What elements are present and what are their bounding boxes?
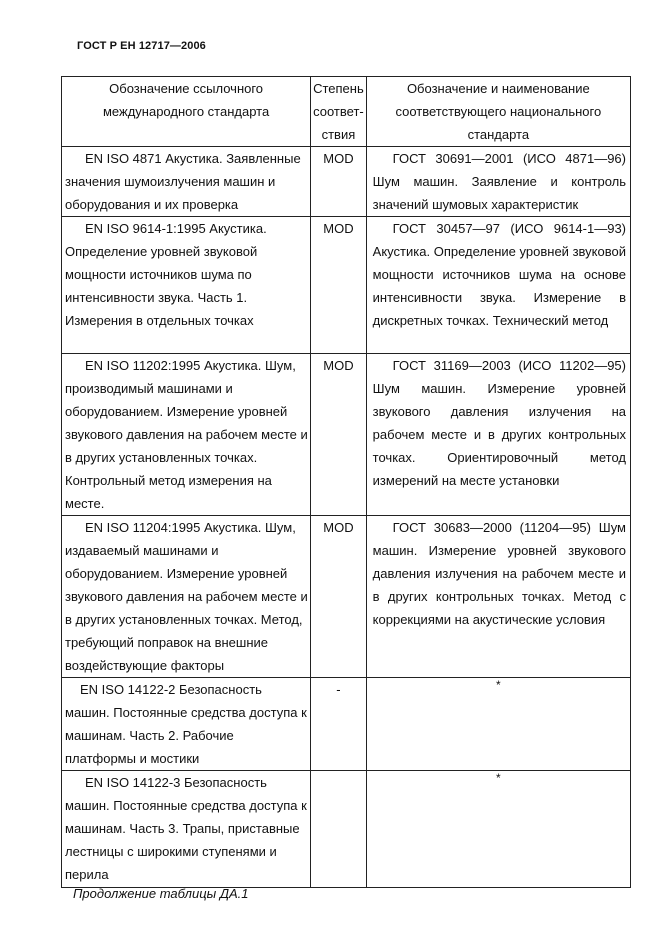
intl-standard-cell: EN ISO 9614-1:1995 Акустика. Определение уровней звуковой мощности источников шума по интенсивности звука. Часть 1. Измерения в отдельных точках xyxy=(62,217,311,354)
intl-standard-cell: EN ISO 11204:1995 Акустика. Шум, издаваемый машинами и оборудованием. Измерение уровней звукового давления на рабочем месте и в других установленных точках. Метод, требующий поправок на внешние воздействующие факторы xyxy=(62,516,311,678)
degree-cell: MOD xyxy=(311,354,366,516)
degree-cell: MOD xyxy=(311,516,366,678)
national-standard-cell: * xyxy=(366,771,630,888)
national-standard-cell: ГОСТ 30683—2000 (11204—95) Шум машин. Измерение уровней звукового давления излучения на рабочем месте и в других контрольных точках. Метод с коррекциями на акустические условия xyxy=(366,516,630,678)
table-row xyxy=(62,516,631,678)
national-standard-cell: * xyxy=(366,678,630,771)
table-row xyxy=(62,678,631,771)
intl-standard-cell: EN ISO 4871 Акустика. Заявленные значения шумоизлучения машин и оборудования и их проверка xyxy=(62,147,311,217)
header-degree: Степень соответ-ствия xyxy=(311,77,366,147)
degree-cell: MOD xyxy=(311,147,366,217)
national-standard-cell: ГОСТ 31169—2003 (ИСО 11202—95) Шум машин. Измерение уровней звукового давления излучения на рабочем месте и в других контрольных точках. Ориентировочный метод измерений на месте установки xyxy=(366,354,630,516)
table-row xyxy=(62,217,631,354)
degree-cell: - xyxy=(311,678,366,771)
intl-standard-cell: EN ISO 14122-2 Безопасность машин. Постоянные средства доступа к машинам. Часть 2. Рабочие платформы и мостики xyxy=(62,678,311,771)
intl-standard-cell: EN ISO 11202:1995 Акустика. Шум, производимый машинами и оборудованием. Измерение уровней звукового давления на рабочем месте и в других установленных точках. Контрольный метод измерения на месте. xyxy=(62,354,311,516)
degree-cell: MOD xyxy=(311,217,366,354)
table-continuation-note: Продолжение таблицы ДА.1 xyxy=(73,886,249,901)
table-header-row xyxy=(62,77,631,147)
header-intl-standard: Обозначение ссылочного международного стандарта xyxy=(62,77,311,147)
table-row xyxy=(62,771,631,888)
header-national-standard: Обозначение и наименование соответствующего национального стандарта xyxy=(366,77,630,147)
degree-cell xyxy=(311,771,366,888)
table-row xyxy=(62,147,631,217)
intl-standard-cell: EN ISO 14122-3 Безопасность машин. Постоянные средства доступа к машинам. Часть 3. Трапы, приставные лестницы с широкими ступенями и перила xyxy=(62,771,311,888)
national-standard-cell: ГОСТ 30691—2001 (ИСО 4871—96) Шум машин. Заявление и контроль значений шумовых характеристик xyxy=(366,147,630,217)
document-code: ГОСТ Р ЕН 12717—2006 xyxy=(77,40,206,52)
reference-standards-table xyxy=(61,76,631,888)
table-row xyxy=(62,354,631,516)
national-standard-cell: ГОСТ 30457—97 (ИСО 9614-1—93) Акустика. Определение уровней звуковой мощности источников шума на основе интенсивности звука. Измерение в дискретных точках. Технический метод xyxy=(366,217,630,354)
